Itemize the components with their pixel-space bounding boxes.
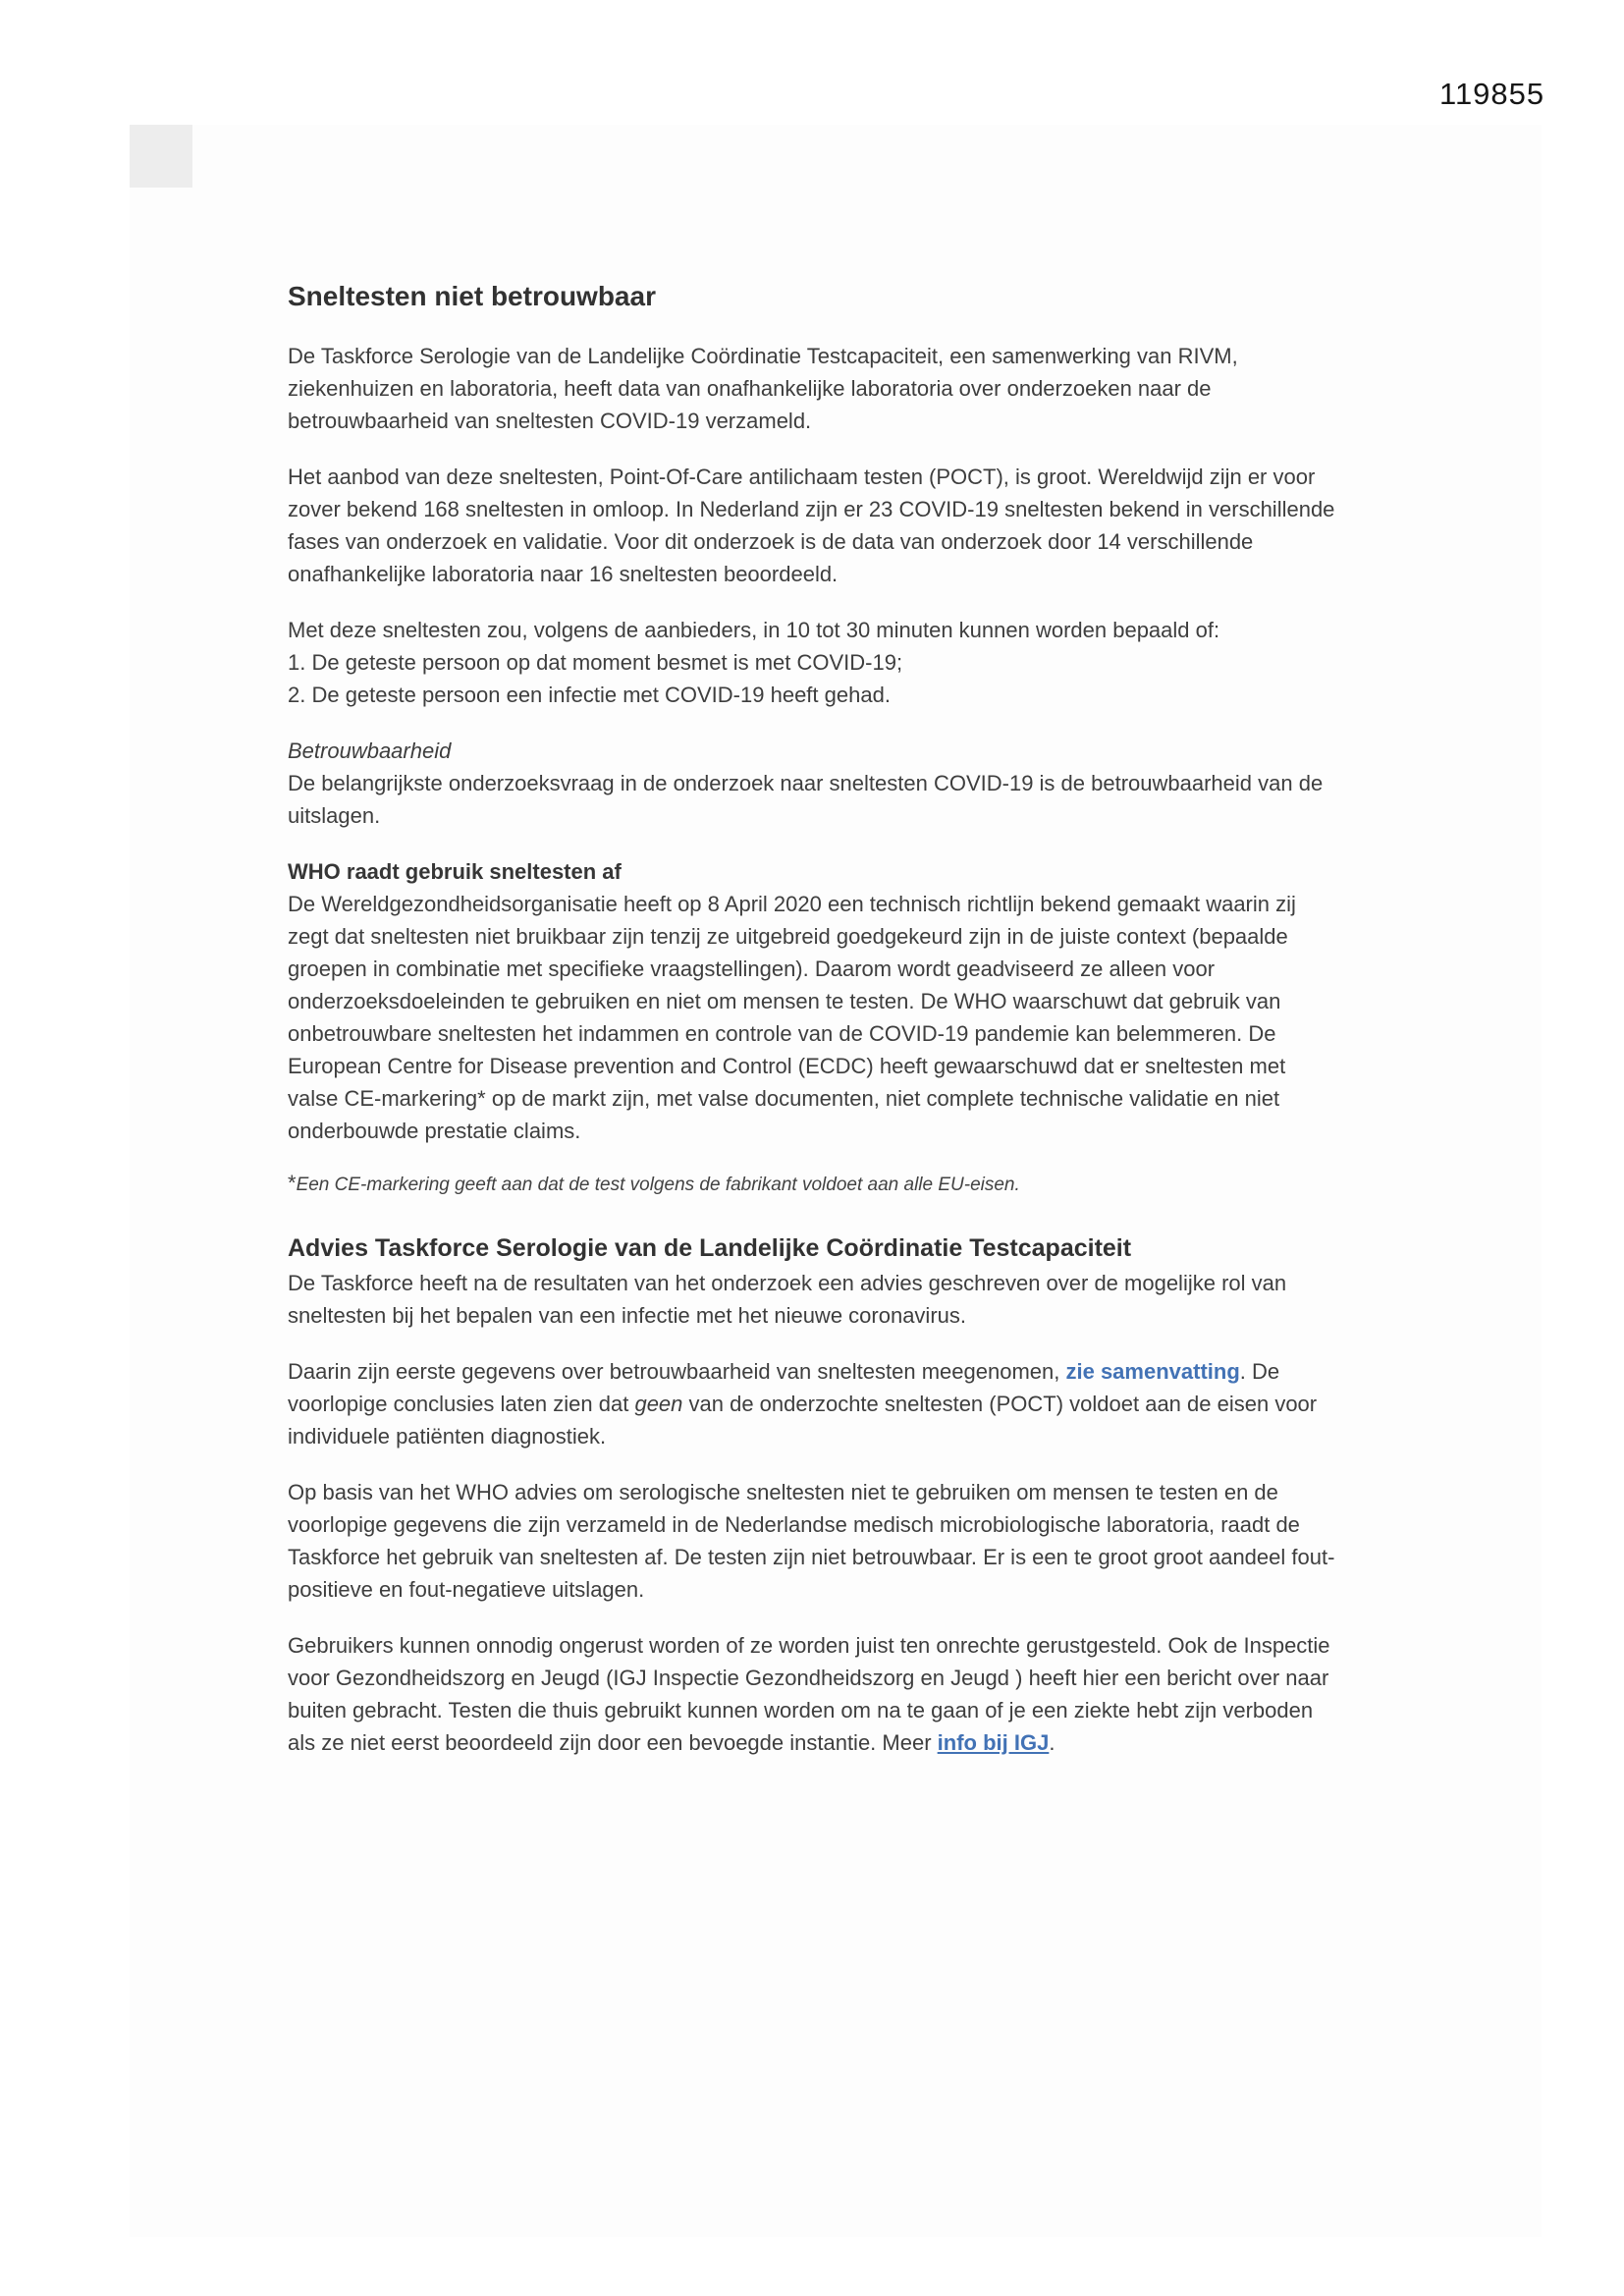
list-item-2: 2. De geteste persoon een infectie met COVID-19 heeft gehad. — [288, 683, 891, 707]
gebruikers-text-1: Gebruikers kunnen onnodig ongerust worden of ze worden juist ten onrechte gerustgesteld. Ook de Inspectie voor Gezondheidszorg en Jeugd (IGJ Inspectie Gezondheidszorg en Jeugd ) heeft hier een bericht over naar buiten gebracht. Testen die thuis gebruikt kunnen worden om na te gaan of je een ziekte hebt zijn verboden als ze niet eerst beoordeeld zijn door een bevoegde instantie. Meer — [288, 1633, 1330, 1755]
paragraph-betrouwbaarheid: De belangrijkste onderzoeksvraag in de onderzoek naar sneltesten COVID-19 is de betrouwbaarheid van de uitslagen. — [288, 771, 1324, 828]
daarin-text-2: . De voorlopige conclusies laten zien dat — [288, 1359, 1280, 1416]
scan-corner-artifact — [130, 125, 192, 188]
paragraph-taskforce-intro: De Taskforce Serologie van de Landelijke Coördinatie Testcapaciteit, een samenwerking van RIVM, ziekenhuizen en laboratoria, heeft data van onafhankelijke laboratoria over onderzoeken naar de betrouwbaarheid van sneltesten COVID-19 verzameld. — [288, 344, 1238, 433]
paragraph-who: De Wereldgezondheidsorganisatie heeft op 8 April 2020 een technisch richtlijn bekend gemaakt waarin zij zegt dat sneltesten niet bruikbaar zijn tenzij ze uitgebreid goedgekeurd zijn in de juiste context (bepaalde groepen in combinatie met specifieke vraagstellingen). Daarom wordt geadviseerd ze alleen voor onderzoeksdoeleinden te gebruiken en niet om mensen te testen. De WHO waarschuwt dat gebruik van onbetrouwbare sneltesten het indammen en controle van de COVID-19 pandemie kan belemmeren. De European Centre for Disease prevention and Control (ECDC) heeft gewaarschuwd dat er sneltesten met valse CE-markering* op de markt zijn, met valse documenten, niet complete technische validatie en niet onderbouwde prestatie claims. — [288, 892, 1296, 1143]
bepaald-intro-line: Met deze sneltesten zou, volgens de aanbieders, in 10 tot 30 minuten kunnen worden bepaald of: — [288, 618, 1220, 642]
daarin-text-1: Daarin zijn eerste gegevens over betrouwbaarheid van sneltesten meegenomen, — [288, 1359, 1066, 1384]
list-item-1: 1. De geteste persoon op dat moment besmet is met COVID-19; — [288, 650, 903, 675]
paragraph-gebruikers — [288, 1629, 1340, 1759]
paragraph-op-basis: Op basis van het WHO advies om serologische sneltesten niet te gebruiken om mensen te testen en de voorlopige gegevens die zijn verzameld in de Nederlandse medisch microbiologische laboratoria, raadt de Taskforce het gebruik van sneltesten af. De testen zijn niet betrouwbaar. Er is een te groot groot aandeel fout-positieve en fout-negatieve uitslagen. — [288, 1480, 1335, 1602]
link-info-bij-igj[interactable]: info bij IGJ — [937, 1730, 1050, 1755]
daarin-italic-geen: geen — [634, 1392, 683, 1416]
paragraph-advies: De Taskforce heeft na de resultaten van het onderzoek een advies geschreven over de mogelijke rol van sneltesten bij het bepalen van een infectie met het nieuwe coronavirus. — [288, 1271, 1287, 1328]
daarin-text-3: van de onderzochte sneltesten (POCT) voldoet aan de eisen voor individuele patiënten diagnostiek. — [288, 1392, 1318, 1449]
section-betrouwbaarheid — [288, 735, 1340, 832]
footnote-ce-markering — [288, 1171, 1340, 1198]
document-title: Sneltesten niet betrouwbaar — [288, 281, 656, 311]
gebruikers-text-2: . — [1049, 1730, 1056, 1755]
link-zie-samenvatting[interactable]: zie samenvatting — [1065, 1359, 1240, 1384]
betrouwbaarheid-heading: Betrouwbaarheid — [288, 738, 452, 763]
paragraph-aanbod-sneltesten: Het aanbod van deze sneltesten, Point-Of-Care antilichaam testen (POCT), is groot. Wereldwijd zijn er voor zover bekend 168 sneltesten in omloop. In Nederland zijn er 23 COVID-19 sneltesten bekend in verschillende fases van onderzoek en validatie. Voor dit onderzoek is de data van onderzoek door 14 verschillende onafhankelijke laboratoria naar 16 sneltesten beoordeeld. — [288, 465, 1335, 586]
paragraph-bepaald-of — [288, 614, 1340, 711]
footnote-text: Een CE-markering geeft aan dat de test volgens de fabrikant voldoet aan alle EU-eisen. — [296, 1175, 1020, 1195]
document-content — [288, 279, 1340, 1782]
paragraph-daarin — [288, 1355, 1340, 1452]
who-heading: WHO raadt gebruik sneltesten af — [288, 859, 622, 884]
footnote-asterisk: * — [288, 1171, 297, 1195]
page-number: 119855 — [1439, 77, 1545, 111]
advies-heading: Advies Taskforce Serologie van de Landelijke Coördinatie Testcapaciteit — [288, 1234, 1132, 1262]
section-who-advies — [288, 855, 1340, 1147]
